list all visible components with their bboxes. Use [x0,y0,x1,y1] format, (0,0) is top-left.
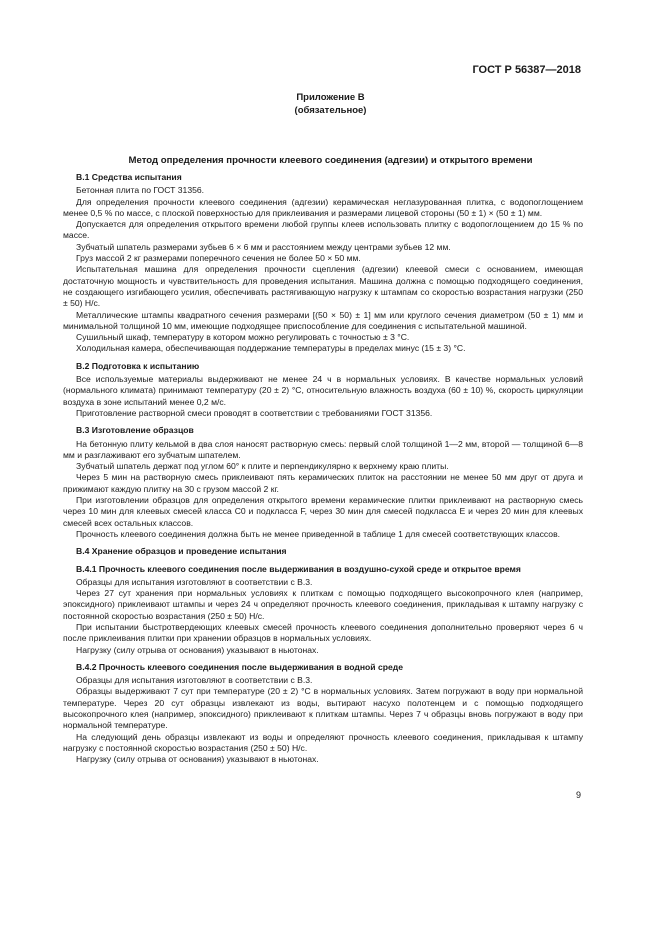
paragraph: Образцы для испытания изготовляют в соответствии с В.3. [76,675,313,686]
document-body [63,172,583,766]
subsection-heading: В.3 Изготовление образцов [76,425,194,436]
subsection-heading: В.4 Хранение образцов и проведение испытания [76,546,287,557]
paragraph: Нагрузку (силу отрыва от основания) указывают в ньютонах. [76,644,319,655]
paragraph: Образцы выдерживают 7 сут при температуре (20 ± 2) °С в нормальных условиях. Затем погружают в воду при нормальной температуре. Через 20 сут образцы извлекают из воды, вытирают насухо полотенцем и с помощью подходящего высокопрочного клея (например, эпоксидного) приклеивают к плиткам штампы. Через 7 ч образцы вновь погружают в воду при нормальной температуре. [63,686,583,731]
paragraph: Сушильный шкаф, температуру в котором можно регулировать с точностью ± 3 °С. [76,332,410,343]
paragraph: При изготовлении образцов для определения открытого времени керамические плитки приклеивают на растворную смесь через 10 мин для клеевых смесей класса С0 и подкласса F, через 30 мин для смесей подкласса Е и через 20 мин для клеевых смесей всех остальных классов. [63,495,583,528]
appendix-status: (обязательное) [294,105,367,116]
paragraph: На бетонную плиту кельмой в два слоя наносят растворную смесь: первый слой толщиной 1—2 мм, второй — толщиной 6—8 мм и разглаживают его зубчатым шпателем. [63,438,583,460]
paragraph: Металлические штампы квадратного сечения размерами [(50 × 50) ± 1] мм или круглого сечения диаметром (50 ± 1) мм и минимальной толщиной 10 мм, имеющие подходящее приспособление для соединения с испытательной машиной. [63,309,583,331]
paragraph: Нагрузку (силу отрыва от основания) указывают в ньютонах. [76,754,319,765]
paragraph: На следующий день образцы извлекают из воды и определяют прочность клеевого соединения, прикладывая к штампу нагрузку с постоянной скоростью возрастания (250 ± 50) Н/с. [63,731,583,753]
subsection-heading: В.1 Средства испытания [76,172,182,182]
paragraph: Испытательная машина для определения прочности сцепления (адгезии) клеевой смеси с основанием, имеющая достаточную мощность и чувствительность для проведения испытания. Машина должна с помощью подходящего соединения, не создающего изгибающего усилия, обеспечивать растягивающую нагрузку к штампам со скоростью возрастания нагрузки (250 ± 50) Н/с. [63,264,583,309]
subsection-heading: В.4.1 Прочность клеевого соединения после выдерживания в воздушно-сухой среде и открытое время [76,563,521,574]
paragraph: Холодильная камера, обеспечивающая поддержание температуры в пределах минус (15 ± 3) °С. [76,343,466,354]
paragraph: Приготовление растворной смеси проводят в соответствии с требованиями ГОСТ 31356. [76,407,433,418]
document-code: ГОСТ Р 56387—2018 [472,64,581,76]
paragraph: Прочность клеевого соединения должна быть не менее приведенной в таблице 1 для смесей соответствующих классов. [76,528,561,539]
paragraph: Груз массой 2 кг размерами поперечного сечения не более 50 × 50 мм. [76,253,361,264]
paragraph: Допускается для определения открытого времени любой группы клеев использовать плитку с водопоглощением до 15 % по массе. [63,219,583,241]
subsection-heading: В.4.2 Прочность клеевого соединения после выдерживания в водной среде [76,661,403,672]
paragraph: Через 5 мин на растворную смесь приклеивают пять керамических плиток на расстоянии не менее 50 мм друг от друга и прижимают каждую плитку на 30 с грузом массой 2 кг. [63,472,583,494]
subsection-heading: В.2 Подготовка к испытанию [76,360,200,371]
paragraph: Зубчатый шпатель размерами зубьев 6 × 6 мм и расстоянием между центрами зубьев 12 мм. [76,241,451,252]
paragraph: Все используемые материалы выдерживают не менее 24 ч в нормальных условиях. В качестве нормальных условий (нормального климата) принимают температуру (20 ± 2) °С, относительную влажность воздуха (60 ± 10) %, скорость циркуляции воздуха в зоне испытаний менее 0,2 м/с. [63,374,583,407]
appendix-title: Приложение В [296,92,365,103]
page-number: 9 [575,790,581,800]
paragraph: Зубчатый шпатель держат под углом 60° к плите и перпендикулярно к верхнему краю плиты. [76,461,449,472]
paragraph: Для определения прочности клеевого соединения (адгезии) керамическая неглазурованная плитка, с водопоглощением менее 0,5 % по массе, с плоской поверхностью для приклеивания и размерами лицевой стороны (50 ± 1) × (50 ± 1) мм. [63,196,583,218]
paragraph: При испытании быстротвердеющих клеевых смесей прочность клеевого соединения дополнительно проверяют через 6 ч после приклеивания плитки при хранении образцов в нормальных условиях. [63,621,583,644]
paragraph: Образцы для испытания изготовляют в соответствии с В.3. [76,576,313,587]
paragraph: Через 27 сут хранения при нормальных условиях к плиткам с помощью подходящего высокопрочного клея (например, эпоксидного) приклеивают штампы и через 24 ч определяют прочность клеевого соединения, прикладывая к штампу нагрузку с постоянной скоростью возрастания (250 ± 50) Н/с. [63,588,583,621]
section-title: Метод определения прочности клеевого соединения (адгезии) и открытого времени [128,155,533,166]
paragraph: Бетонная плита по ГОСТ 31356. [76,185,205,196]
